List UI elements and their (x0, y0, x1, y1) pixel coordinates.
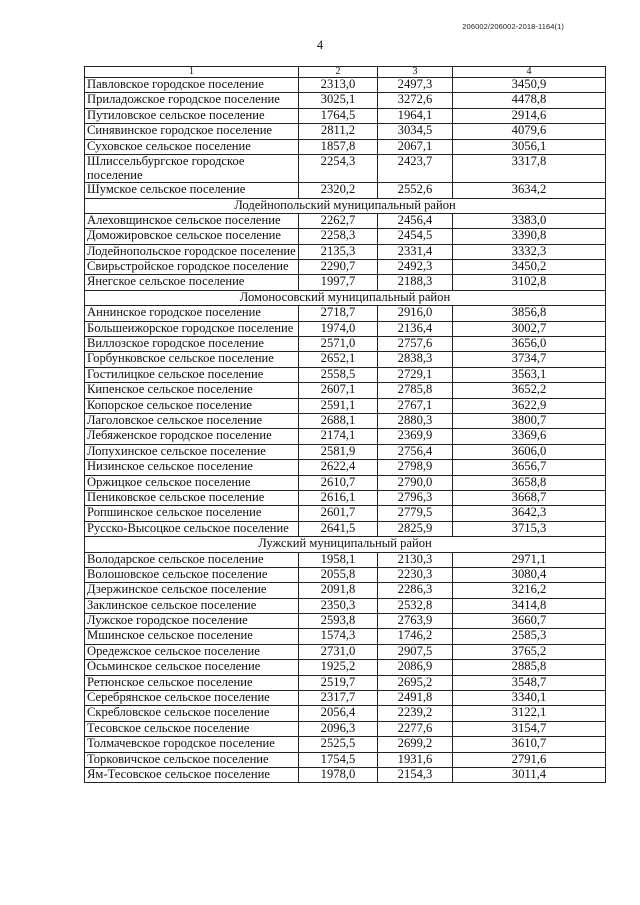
value-cell-v4: 3656,0 (453, 337, 606, 352)
value-cell-v2: 1754,5 (299, 752, 378, 767)
table-row (85, 706, 606, 721)
value-cell-v3: 2796,3 (378, 490, 453, 505)
value-cell-v3: 2785,8 (378, 383, 453, 398)
table-row (85, 614, 606, 629)
table-row (85, 78, 606, 93)
value-cell-v4: 3340,1 (453, 691, 606, 706)
table-row (85, 721, 606, 736)
value-cell-v4: 3734,7 (453, 352, 606, 367)
value-cell-v4: 3658,8 (453, 475, 606, 490)
value-cell-v3: 2497,3 (378, 78, 453, 93)
value-cell-v4: 3652,2 (453, 383, 606, 398)
settlement-name: Аннинское городское поселение (85, 306, 299, 321)
table-row (85, 352, 606, 367)
table-row (85, 244, 606, 259)
settlement-name: Оржицкое сельское поселение (85, 475, 299, 490)
table-row (85, 552, 606, 567)
value-cell-v2: 2262,7 (299, 213, 378, 228)
value-cell-v4: 3765,2 (453, 644, 606, 659)
value-cell-v2: 2174,1 (299, 429, 378, 444)
value-cell-v3: 2757,6 (378, 337, 453, 352)
settlement-name: Торковичское сельское поселение (85, 752, 299, 767)
value-cell-v3: 2154,3 (378, 767, 453, 782)
column-number: 4 (453, 67, 606, 78)
value-cell-v3: 2699,2 (378, 737, 453, 752)
table-row (85, 321, 606, 336)
table-row (85, 675, 606, 690)
settlement-name: Осьминское сельское поселение (85, 660, 299, 675)
value-cell-v4: 3622,9 (453, 398, 606, 413)
value-cell-v3: 2136,4 (378, 321, 453, 336)
settlement-name: Оредежское сельское поселение (85, 644, 299, 659)
value-cell-v3: 2907,5 (378, 644, 453, 659)
value-cell-v3: 2880,3 (378, 414, 453, 429)
table-row (85, 567, 606, 582)
value-cell-v3: 2086,9 (378, 660, 453, 675)
table-row (85, 752, 606, 767)
settlement-name: Путиловское сельское поселение (85, 108, 299, 123)
value-cell-v2: 2519,7 (299, 675, 378, 690)
value-cell-v4: 3610,7 (453, 737, 606, 752)
value-cell-v3: 2790,0 (378, 475, 453, 490)
settlement-name: Пениковское сельское поселение (85, 490, 299, 505)
table-row (85, 460, 606, 475)
settlement-name: Русско-Высоцкое сельское поселение (85, 521, 299, 536)
settlement-name: Ям-Тесовское сельское поселение (85, 767, 299, 782)
value-cell-v3: 2779,5 (378, 506, 453, 521)
settlement-name: Лебяженское городское поселение (85, 429, 299, 444)
value-cell-v3: 2695,2 (378, 675, 453, 690)
settlement-name: Мшинское сельское поселение (85, 629, 299, 644)
district-name: Ломоносовский муниципальный район (85, 290, 606, 305)
value-cell-v3: 2277,6 (378, 721, 453, 736)
settlement-name: Павловское городское поселение (85, 78, 299, 93)
table-row (85, 398, 606, 413)
district-header-row (85, 198, 606, 213)
settlement-name: Дзержинское сельское поселение (85, 583, 299, 598)
table-row (85, 506, 606, 521)
value-cell-v2: 2571,0 (299, 337, 378, 352)
table-row (85, 154, 606, 182)
value-cell-v4: 3216,2 (453, 583, 606, 598)
table-row (85, 124, 606, 139)
settlement-name: Приладожское городское поселение (85, 93, 299, 108)
value-cell-v4: 3011,4 (453, 767, 606, 782)
settlement-name: Володарское сельское поселение (85, 552, 299, 567)
table-row (85, 490, 606, 505)
value-cell-v4: 4478,8 (453, 93, 606, 108)
table-row (85, 260, 606, 275)
value-cell-v4: 4079,6 (453, 124, 606, 139)
district-name: Лужский муниципальный район (85, 537, 606, 552)
value-cell-v4: 3317,8 (453, 154, 606, 182)
table-row (85, 229, 606, 244)
value-cell-v4: 2585,3 (453, 629, 606, 644)
value-cell-v4: 3390,8 (453, 229, 606, 244)
settlement-name: Алеховщинское сельское поселение (85, 213, 299, 228)
data-table (84, 66, 606, 783)
settlement-name: Виллозское городское поселение (85, 337, 299, 352)
value-cell-v4: 3800,7 (453, 414, 606, 429)
value-cell-v2: 1574,3 (299, 629, 378, 644)
value-cell-v2: 1857,8 (299, 139, 378, 154)
settlement-name: Волошовское сельское поселение (85, 567, 299, 582)
value-cell-v4: 3634,2 (453, 183, 606, 198)
settlement-name: Скребловское сельское поселение (85, 706, 299, 721)
table-row (85, 629, 606, 644)
value-cell-v2: 2558,5 (299, 367, 378, 382)
settlement-name: Шлиссельбургское городское поселение (85, 154, 299, 182)
value-cell-v4: 3660,7 (453, 614, 606, 629)
value-cell-v3: 2532,8 (378, 598, 453, 613)
value-cell-v4: 3715,3 (453, 521, 606, 536)
table-row (85, 337, 606, 352)
value-cell-v4: 3056,1 (453, 139, 606, 154)
value-cell-v4: 2885,8 (453, 660, 606, 675)
settlement-name: Лопухинское сельское поселение (85, 444, 299, 459)
value-cell-v2: 2096,3 (299, 721, 378, 736)
value-cell-v3: 2130,3 (378, 552, 453, 567)
page-number: 4 (316, 38, 324, 52)
table-row (85, 583, 606, 598)
table-row (85, 367, 606, 382)
value-cell-v3: 2331,4 (378, 244, 453, 259)
value-cell-v4: 3563,1 (453, 367, 606, 382)
value-cell-v3: 2230,3 (378, 567, 453, 582)
value-cell-v2: 2610,7 (299, 475, 378, 490)
value-cell-v3: 2492,3 (378, 260, 453, 275)
settlement-name: Янегское сельское поселение (85, 275, 299, 290)
settlement-name: Шумское сельское поселение (85, 183, 299, 198)
table-row (85, 93, 606, 108)
value-cell-v2: 2601,7 (299, 506, 378, 521)
value-cell-v2: 2811,2 (299, 124, 378, 139)
value-cell-v4: 3450,9 (453, 78, 606, 93)
table-row (85, 183, 606, 198)
settlement-name: Лодейнопольское городское поселение (85, 244, 299, 259)
settlement-name: Большеижорское городское поселение (85, 321, 299, 336)
table-row (85, 306, 606, 321)
value-cell-v3: 2369,9 (378, 429, 453, 444)
settlement-name: Низинское сельское поселение (85, 460, 299, 475)
value-cell-v3: 2188,3 (378, 275, 453, 290)
document-number: 206002/206002-2018-1164(1) (462, 22, 564, 31)
value-cell-v4: 2971,1 (453, 552, 606, 567)
settlement-name: Синявинское городское поселение (85, 124, 299, 139)
value-cell-v4: 3656,7 (453, 460, 606, 475)
settlement-name: Серебрянское сельское поселение (85, 691, 299, 706)
district-header-row (85, 537, 606, 552)
value-cell-v3: 2756,4 (378, 444, 453, 459)
table-row (85, 475, 606, 490)
value-cell-v2: 2091,8 (299, 583, 378, 598)
value-cell-v3: 2552,6 (378, 183, 453, 198)
value-cell-v3: 2239,2 (378, 706, 453, 721)
table-row (85, 521, 606, 536)
value-cell-v2: 2616,1 (299, 490, 378, 505)
table-row (85, 598, 606, 613)
table-row (85, 660, 606, 675)
settlement-name: Ропшинское сельское поселение (85, 506, 299, 521)
value-cell-v4: 3080,4 (453, 567, 606, 582)
value-cell-v3: 2423,7 (378, 154, 453, 182)
value-cell-v4: 2791,6 (453, 752, 606, 767)
table-body (85, 67, 606, 783)
column-number: 1 (85, 67, 299, 78)
value-cell-v4: 3369,6 (453, 429, 606, 444)
value-cell-v4: 2914,6 (453, 108, 606, 123)
value-cell-v4: 3450,2 (453, 260, 606, 275)
value-cell-v2: 1925,2 (299, 660, 378, 675)
table-row (85, 767, 606, 782)
value-cell-v4: 3002,7 (453, 321, 606, 336)
settlement-name: Заклинское сельское поселение (85, 598, 299, 613)
value-cell-v3: 2286,3 (378, 583, 453, 598)
table-row (85, 213, 606, 228)
value-cell-v2: 1978,0 (299, 767, 378, 782)
value-cell-v2: 2317,7 (299, 691, 378, 706)
value-cell-v3: 3034,5 (378, 124, 453, 139)
table-row (85, 414, 606, 429)
settlement-name: Лаголовское сельское поселение (85, 414, 299, 429)
value-cell-v2: 2731,0 (299, 644, 378, 659)
value-cell-v4: 3856,8 (453, 306, 606, 321)
value-cell-v3: 2767,1 (378, 398, 453, 413)
value-cell-v4: 3642,3 (453, 506, 606, 521)
value-cell-v3: 3272,6 (378, 93, 453, 108)
value-cell-v2: 2254,3 (299, 154, 378, 182)
value-cell-v3: 2456,4 (378, 213, 453, 228)
value-cell-v4: 3668,7 (453, 490, 606, 505)
value-cell-v2: 2350,3 (299, 598, 378, 613)
value-cell-v2: 2581,9 (299, 444, 378, 459)
settlement-name: Доможировское сельское поселение (85, 229, 299, 244)
value-cell-v3: 2825,9 (378, 521, 453, 536)
value-cell-v2: 2591,1 (299, 398, 378, 413)
settlement-name: Ретюнское сельское поселение (85, 675, 299, 690)
value-cell-v2: 1974,0 (299, 321, 378, 336)
district-name: Лодейнопольский муниципальный район (85, 198, 606, 213)
column-number: 3 (378, 67, 453, 78)
value-cell-v2: 1997,7 (299, 275, 378, 290)
value-cell-v3: 2798,9 (378, 460, 453, 475)
column-number-row (85, 67, 606, 78)
value-cell-v3: 1931,6 (378, 752, 453, 767)
value-cell-v2: 2135,3 (299, 244, 378, 259)
value-cell-v4: 3122,1 (453, 706, 606, 721)
value-cell-v4: 3332,3 (453, 244, 606, 259)
table-row (85, 691, 606, 706)
value-cell-v2: 2607,1 (299, 383, 378, 398)
value-cell-v2: 2688,1 (299, 414, 378, 429)
value-cell-v2: 2593,8 (299, 614, 378, 629)
settlement-name: Копорское сельское поселение (85, 398, 299, 413)
district-header-row (85, 290, 606, 305)
value-cell-v3: 1746,2 (378, 629, 453, 644)
table-row (85, 108, 606, 123)
settlement-name: Гостилицкое сельское поселение (85, 367, 299, 382)
value-cell-v2: 1958,1 (299, 552, 378, 567)
value-cell-v2: 3025,1 (299, 93, 378, 108)
table-row (85, 444, 606, 459)
column-number: 2 (299, 67, 378, 78)
value-cell-v4: 3383,0 (453, 213, 606, 228)
value-cell-v2: 2622,4 (299, 460, 378, 475)
value-cell-v2: 2525,5 (299, 737, 378, 752)
value-cell-v2: 2258,3 (299, 229, 378, 244)
value-cell-v3: 2916,0 (378, 306, 453, 321)
table-row (85, 644, 606, 659)
value-cell-v3: 2067,1 (378, 139, 453, 154)
value-cell-v4: 3548,7 (453, 675, 606, 690)
value-cell-v4: 3606,0 (453, 444, 606, 459)
value-cell-v3: 2454,5 (378, 229, 453, 244)
table-row (85, 139, 606, 154)
table-row (85, 737, 606, 752)
value-cell-v2: 2056,4 (299, 706, 378, 721)
value-cell-v2: 2718,7 (299, 306, 378, 321)
settlement-name: Толмачевское городское поселение (85, 737, 299, 752)
settlement-name: Суховское сельское поселение (85, 139, 299, 154)
value-cell-v2: 2320,2 (299, 183, 378, 198)
value-cell-v2: 2055,8 (299, 567, 378, 582)
value-cell-v2: 1764,5 (299, 108, 378, 123)
value-cell-v2: 2652,1 (299, 352, 378, 367)
value-cell-v4: 3102,8 (453, 275, 606, 290)
settlement-name: Тесовское сельское поселение (85, 721, 299, 736)
value-cell-v3: 2763,9 (378, 614, 453, 629)
table-row (85, 429, 606, 444)
settlement-name: Свирьстройское городское поселение (85, 260, 299, 275)
value-cell-v2: 2641,5 (299, 521, 378, 536)
settlement-name: Кипенское сельское поселение (85, 383, 299, 398)
settlement-name: Горбунковское сельское поселение (85, 352, 299, 367)
value-cell-v3: 1964,1 (378, 108, 453, 123)
settlement-name: Лужское городское поселение (85, 614, 299, 629)
value-cell-v3: 2838,3 (378, 352, 453, 367)
table-row (85, 383, 606, 398)
value-cell-v2: 2290,7 (299, 260, 378, 275)
value-cell-v4: 3154,7 (453, 721, 606, 736)
value-cell-v3: 2729,1 (378, 367, 453, 382)
value-cell-v3: 2491,8 (378, 691, 453, 706)
value-cell-v4: 3414,8 (453, 598, 606, 613)
table-row (85, 275, 606, 290)
value-cell-v2: 2313,0 (299, 78, 378, 93)
